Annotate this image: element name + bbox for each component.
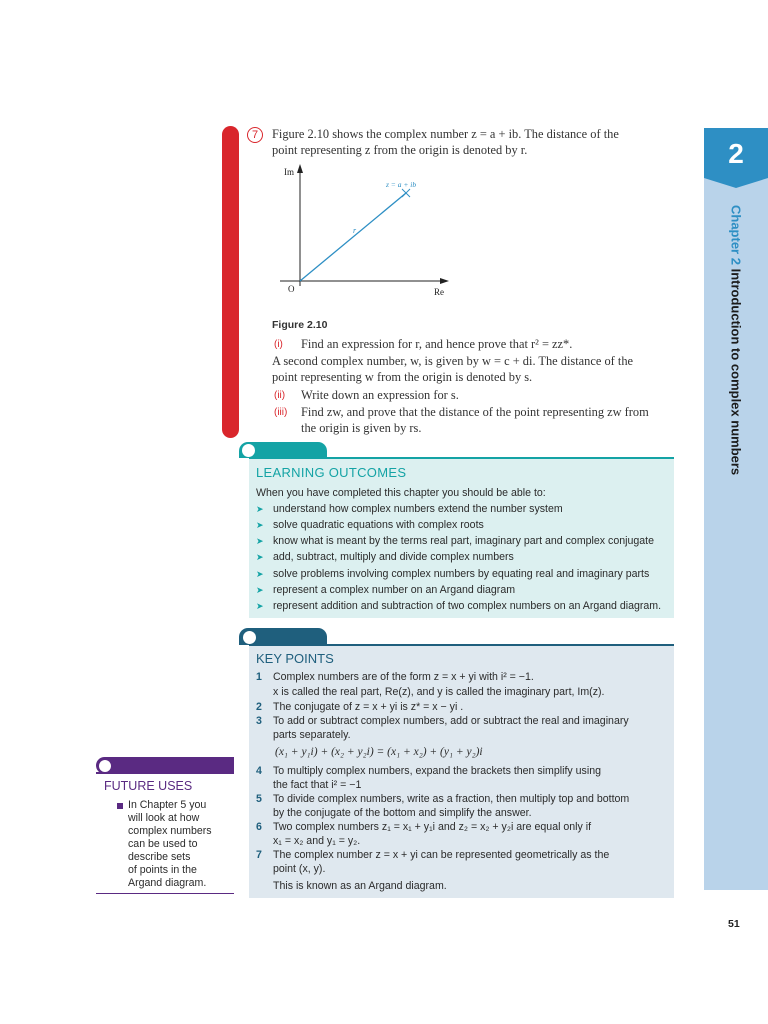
arrow-bullet-icon: ➤	[256, 601, 264, 611]
segment-label: r	[353, 226, 357, 235]
future-uses-text: of points in the	[128, 864, 197, 876]
key-point-number: 3	[256, 715, 262, 727]
future-uses-rule	[96, 772, 234, 774]
learning-outcome-item: ➤ represent a complex number on an Argand diagram	[256, 584, 516, 596]
key-point-text: Complex numbers are of the form z = x + yi with i² = −1.	[273, 671, 534, 683]
question-margin-bar	[222, 126, 239, 438]
question-part-text: Write down an expression for s.	[301, 388, 459, 402]
tab-dot-icon	[99, 760, 111, 772]
square-bullet-icon	[117, 803, 123, 809]
argand-diagram-figure	[270, 160, 460, 300]
learning-outcomes-rule	[249, 457, 674, 459]
key-point-number: 4	[256, 765, 262, 777]
part-label: (ii)	[274, 390, 286, 401]
learning-outcomes-heading: LEARNING OUTCOMES	[256, 465, 407, 480]
question-text-line: point representing w from the origin is denoted by s.	[272, 370, 533, 384]
future-uses-heading: FUTURE USES	[104, 779, 193, 793]
modulus-segment	[300, 193, 406, 281]
learning-outcomes-intro: When you have completed this chapter you should be able to:	[256, 487, 546, 499]
key-point-text: The complex number z = x + yi can be represented geometrically as the	[273, 849, 610, 861]
question-text-line: A second complex number, w, is given by w = c + di. The distance of the	[272, 354, 634, 368]
figure-caption: Figure 2.10	[272, 319, 328, 331]
arrow-bullet-icon: ➤	[256, 585, 264, 595]
key-point-text: To multiply complex numbers, expand the brackets then simplify using	[273, 765, 601, 777]
key-point-number: 2	[256, 701, 262, 713]
question-text-line: point representing z from the origin is denoted by r.	[272, 143, 528, 157]
arrow-bullet-icon: ➤	[256, 569, 264, 579]
key-point-text: parts separately.	[273, 729, 351, 741]
key-point-text: The conjugate of z = x + yi is z* = x − yi .	[273, 701, 464, 713]
learning-outcome-item: ➤ represent addition and subtraction of two complex numbers on an Argand diagram.	[256, 600, 662, 612]
learning-outcome-item: ➤ add, subtract, multiply and divide complex numbers	[256, 551, 514, 563]
page-number: 51	[728, 918, 740, 930]
key-point-text: To add or subtract complex numbers, add or subtract the real and imaginary	[273, 715, 629, 727]
future-uses-text: Argand diagram.	[128, 877, 207, 889]
question-number: 7	[247, 127, 263, 143]
im-axis-label: Im	[284, 167, 294, 177]
key-point-formula: (x₁ + y₁i) + (x₂ + y₂i) = (x₁ + x₂) + (y₁ + y₂)i	[275, 746, 483, 758]
arrow-bullet-icon: ➤	[256, 520, 264, 530]
future-uses-text: In Chapter 5 you	[128, 799, 207, 811]
key-point-text: x is called the real part, Re(z), and y is called the imaginary part, Im(z).	[273, 686, 605, 698]
chapter-number-box	[704, 128, 768, 178]
key-point-number: 6	[256, 821, 262, 833]
tab-dot-icon	[242, 444, 255, 457]
future-uses-bottom-rule	[96, 893, 234, 894]
chapter-number: 2	[728, 138, 744, 169]
part-label: (i)	[274, 339, 283, 350]
key-point-text: This is known as an Argand diagram.	[273, 880, 447, 892]
question-part-text: Find zw, and prove that the distance of the point representing zw from	[301, 405, 649, 419]
learning-outcome-item: ➤ solve quadratic equations with complex roots	[256, 519, 484, 531]
imaginary-axis-arrow-icon	[297, 164, 303, 173]
point-cross-icon	[402, 189, 410, 197]
tab-dot-icon	[243, 631, 256, 644]
arrow-bullet-icon: ➤	[256, 504, 264, 514]
key-point-text: To divide complex numbers, write as a fraction, then multiply top and bottom	[273, 793, 630, 805]
arrow-bullet-icon: ➤	[256, 536, 264, 546]
question-part-text: the origin is given by rs.	[301, 421, 422, 435]
future-uses-text: will look at how	[128, 812, 200, 824]
key-point-text: by the conjugate of the bottom and simplify the answer.	[273, 807, 532, 819]
key-point-number: 1	[256, 671, 262, 683]
key-point-text: point (x, y).	[273, 863, 326, 875]
origin-label: O	[288, 284, 295, 294]
re-axis-label: Re	[434, 287, 444, 297]
arrow-bullet-icon: ➤	[256, 552, 264, 562]
question-part-text: Find an expression for r, and hence prove that r² = zz*.	[301, 337, 573, 351]
key-point-number: 5	[256, 793, 262, 805]
point-label: z = a + ib	[386, 180, 417, 189]
key-point-text: x₁ = x₂ and y₁ = y₂.	[273, 835, 361, 847]
key-point-number: 7	[256, 849, 262, 861]
key-point-text: Two complex numbers z₁ = x₁ + y₁i and z₂ = x₂ + y₂i are equal only if	[273, 821, 592, 833]
part-label: (iii)	[274, 407, 288, 418]
future-uses-text: can be used to	[128, 838, 198, 850]
key-point-text: the fact that i² = −1	[273, 779, 362, 791]
chapter-label: Chapter 2	[728, 205, 744, 265]
real-axis-arrow-icon	[440, 278, 449, 284]
future-uses-text: describe sets	[128, 851, 191, 863]
question-text-line: Figure 2.10 shows the complex number z = a + ib. The distance of the	[272, 127, 619, 141]
learning-outcome-item: ➤ solve problems involving complex numbers by equating real and imaginary parts	[256, 568, 650, 580]
future-uses-text: complex numbers	[128, 825, 212, 837]
chapter-running-title	[729, 205, 744, 475]
key-points-heading: KEY POINTS	[256, 651, 334, 666]
learning-outcome-item: ➤ know what is meant by the terms real part, imaginary part and complex conjugate	[256, 535, 654, 547]
chapter-title-text: Introduction to complex numbers	[728, 268, 744, 476]
key-points-rule	[249, 644, 674, 646]
learning-outcome-item: ➤ understand how complex numbers extend the number system	[256, 503, 563, 515]
